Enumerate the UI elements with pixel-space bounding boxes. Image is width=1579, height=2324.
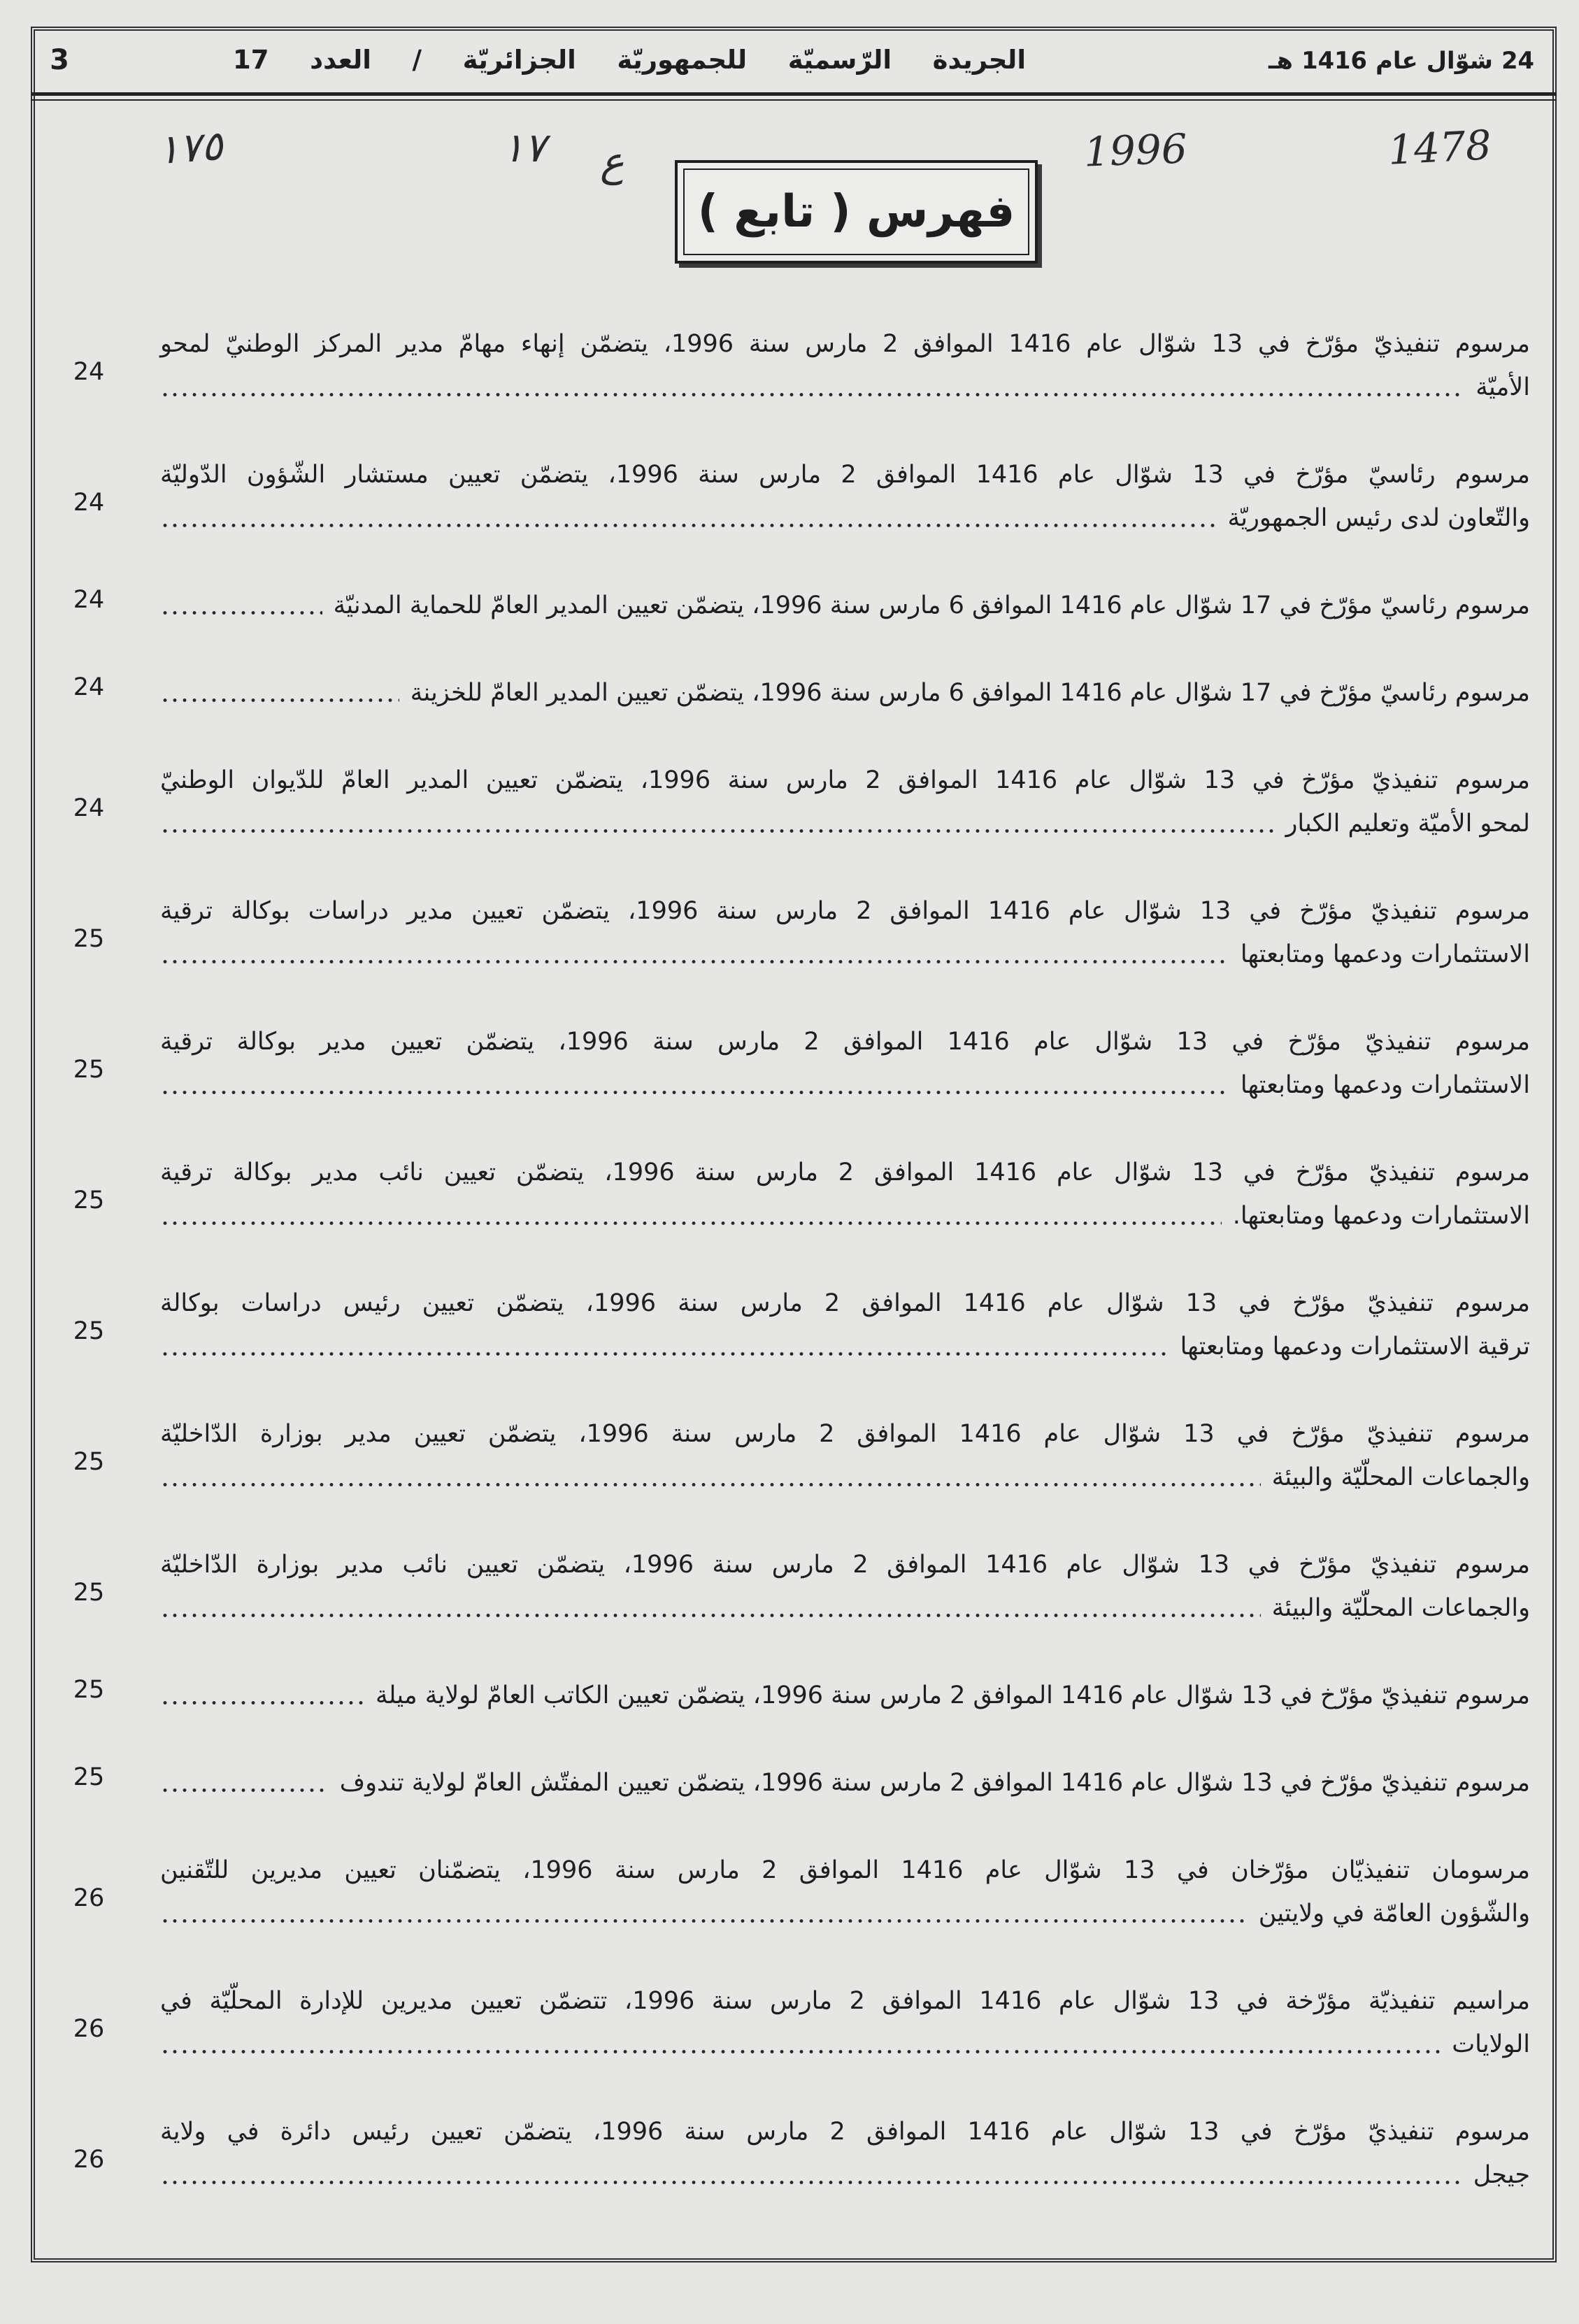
- entry-text: مرسوم تنفيذيّ مؤرّخ في 13 شوّال عام 1416 الموافق 2 مارس سنة 1996، يتضمّن تعيين المفتّش العامّ لولاية تندوف: [339, 1769, 1530, 1797]
- toc-entry: [63, 759, 1530, 845]
- entry-last-line: [160, 1892, 1530, 1935]
- entry-last-line: [160, 1674, 1530, 1717]
- entry-last-line: [160, 1063, 1530, 1107]
- entry-last-line: [160, 802, 1530, 845]
- dot-leader: [160, 802, 1274, 845]
- dot-leader: [160, 584, 322, 627]
- dot-leader: [160, 1892, 1248, 1935]
- entry-page-number: 25: [73, 1317, 105, 1345]
- entry-text: جيجل: [1473, 2161, 1530, 2189]
- toc-entry: [63, 889, 1530, 976]
- toc-entry: [63, 453, 1530, 540]
- dot-leader: [160, 366, 1464, 409]
- entry-page-number: 24: [73, 489, 105, 517]
- entry-line: [160, 1849, 1530, 1892]
- entry-line: [160, 1282, 1530, 1325]
- header-journal-title-text: الجريدة الرّسميّة للجمهوريّة الجزائريّة / العدد 17: [233, 45, 1026, 75]
- entry-page-number: 25: [73, 1763, 105, 1791]
- entry-text: والشّؤون العامّة في ولايتين: [1258, 1900, 1530, 1928]
- header-journal-title: [233, 41, 1026, 80]
- entry-page-number: 24: [73, 586, 105, 614]
- dot-leader: [160, 1456, 1261, 1499]
- toc-entry: [63, 1849, 1530, 1935]
- entry-text: مراسيم تنفيذيّة مؤرّخة في 13 شوّال عام 1416 الموافق 2 مارس سنة 1996، تتضمّن تعيين مديرين للإدارة المحلّيّة في: [160, 1987, 1530, 2015]
- header-date: [1269, 41, 1534, 80]
- section-title: فهرس ( تابع ): [683, 168, 1029, 255]
- entry-text: مرسوم تنفيذيّ مؤرّخ في 13 شوّال عام 1416 الموافق 2 مارس سنة 1996، يتضمّن تعيين نائب مدير بوكالة ترقية: [159, 1159, 1530, 1186]
- entry-line: [160, 1151, 1530, 1194]
- dot-leader: [160, 1325, 1169, 1368]
- entry-text: مرسوم تنفيذيّ مؤرّخ في 13 شوّال عام 1416 الموافق 2 مارس سنة 1996، يتضمّن تعيين رئيس دائرة في ولاية: [160, 2118, 1530, 2146]
- toc-entry: [63, 1761, 1530, 1805]
- entry-page-number: 26: [73, 2146, 105, 2174]
- entry-line: [160, 889, 1530, 933]
- entry-page-number: 25: [73, 1056, 105, 1084]
- entry-text: مرسوم رئاسيّ مؤرّخ في 17 شوّال عام 1416 الموافق 6 مارس سنة 1996، يتضمّن تعيين المدير العامّ للحماية المدنيّة: [333, 591, 1530, 619]
- toc-entry: [63, 1979, 1530, 2066]
- entry-text: مرسوم رئاسيّ مؤرّخ في 13 شوّال عام 1416 الموافق 2 مارس سنة 1996، يتضمّن تعيين مستشار الشّؤون الدّوليّة: [159, 461, 1530, 489]
- entry-last-line: [160, 1586, 1530, 1630]
- entry-last-line: [160, 2153, 1530, 2197]
- handwritten-note: ١٧٥: [155, 121, 224, 174]
- entry-text: مرسوم تنفيذيّ مؤرّخ في 13 شوّال عام 1416 الموافق 2 مارس سنة 1996، يتضمّن تعيين المدير العامّ للدّيوان الوطنيّ: [159, 766, 1530, 794]
- entry-last-line: [160, 584, 1530, 627]
- entry-line: [160, 1020, 1530, 1063]
- entry-last-line: [160, 933, 1530, 976]
- entry-text: مرسوم رئاسيّ مؤرّخ في 17 شوّال عام 1416 الموافق 6 مارس سنة 1996، يتضمّن تعيين المدير العامّ للخزينة: [410, 679, 1530, 707]
- entry-last-line: [160, 1761, 1530, 1805]
- entry-text: مرسوم تنفيذيّ مؤرّخ في 13 شوّال عام 1416 الموافق 2 مارس سنة 1996، يتضمّن إنهاء مهامّ مدير المركز الوطنيّ لمحو: [160, 330, 1530, 358]
- dot-leader: [160, 671, 399, 715]
- dot-leader: [160, 2023, 1441, 2066]
- toc-entry: [63, 1020, 1530, 1107]
- entry-page-number: 24: [73, 794, 105, 822]
- entry-page-number: 25: [73, 1579, 105, 1607]
- entry-text: ترقية الاستثمارات ودعمها ومتابعتها: [1180, 1333, 1530, 1361]
- entry-last-line: [160, 1456, 1530, 1499]
- header-page-number: 3: [50, 44, 69, 76]
- entry-page-number: 25: [73, 1676, 105, 1704]
- entry-last-line: [160, 496, 1530, 540]
- entry-text: مرسوم تنفيذيّ مؤرّخ في 13 شوّال عام 1416 الموافق 2 مارس سنة 1996، يتضمّن تعيين مدير بوكالة ترقية: [160, 1028, 1530, 1056]
- entry-text: والجماعات المحلّيّة والبيئة: [1271, 1463, 1530, 1491]
- entry-last-line: [160, 366, 1530, 409]
- table-of-contents: [63, 322, 1530, 2197]
- entry-text: مرسومان تنفيذيّان مؤرّخان في 13 شوّال عام 1416 الموافق 2 مارس سنة 1996، يتضمّنان تعيين مديرين للتّقنين: [160, 1856, 1530, 1884]
- entry-text: والتّعاون لدى رئيس الجمهوريّة: [1227, 504, 1530, 532]
- dot-leader: [160, 1194, 1222, 1238]
- toc-entry: [63, 584, 1530, 627]
- toc-entry: [63, 322, 1530, 409]
- dot-leader: [160, 1586, 1261, 1630]
- dot-leader: [160, 1674, 364, 1717]
- handwritten-note: 1478: [1387, 121, 1493, 174]
- entry-text: والجماعات المحلّيّة والبيئة: [1271, 1594, 1530, 1622]
- dot-leader: [160, 1761, 329, 1805]
- entry-page-number: 25: [73, 1186, 105, 1214]
- entry-page-number: 26: [73, 2015, 105, 2043]
- entry-text: الاستثمارات ودعمها ومتابعتها.: [1232, 1202, 1530, 1230]
- entry-page-number: 25: [73, 925, 105, 953]
- dot-leader: [160, 496, 1217, 540]
- header-rule: [31, 92, 1557, 101]
- handwritten-note: ١٧: [502, 124, 546, 171]
- entry-text: الأميّة: [1476, 373, 1530, 401]
- entry-text: مرسوم تنفيذيّ مؤرّخ في 13 شوّال عام 1416 الموافق 2 مارس سنة 1996، يتضمّن تعيين نائب مدير بوزارة الدّاخليّة: [160, 1551, 1530, 1579]
- entry-last-line: [160, 1194, 1530, 1238]
- entry-line: [160, 2110, 1530, 2153]
- toc-entry: [63, 2110, 1530, 2197]
- toc-entry: [63, 671, 1530, 715]
- dot-leader: [160, 2153, 1462, 2197]
- entry-text: مرسوم تنفيذيّ مؤرّخ في 13 شوّال عام 1416 الموافق 2 مارس سنة 1996، يتضمّن تعيين مدير بوزارة الدّاخليّة: [160, 1420, 1530, 1448]
- entry-text: الولايات: [1452, 2030, 1530, 2058]
- entry-page-number: 26: [73, 1884, 105, 1912]
- toc-entry: [63, 1282, 1530, 1368]
- toc-entry: [63, 1543, 1530, 1630]
- entry-last-line: [160, 2023, 1530, 2066]
- handwritten-note: ع: [600, 138, 624, 185]
- entry-line: [160, 1979, 1530, 2023]
- entry-text: لمحو الأميّة وتعليم الكبار: [1285, 810, 1530, 838]
- toc-entry: [63, 1412, 1530, 1499]
- toc-entry: [63, 1151, 1530, 1238]
- entry-line: [160, 1543, 1530, 1586]
- header-date-text: 24 شوّال عام 1416 هـ: [1269, 47, 1534, 74]
- entry-last-line: [160, 671, 1530, 715]
- entry-last-line: [160, 1325, 1530, 1368]
- toc-entry: [63, 1674, 1530, 1717]
- dot-leader: [160, 933, 1229, 976]
- entry-page-number: 24: [73, 673, 105, 701]
- entry-text: الاستثمارات ودعمها ومتابعتها: [1240, 940, 1530, 968]
- entry-line: [160, 453, 1530, 496]
- dot-leader: [160, 1063, 1229, 1107]
- handwritten-note: 1996: [1083, 124, 1188, 176]
- entry-text: مرسوم تنفيذيّ مؤرّخ في 13 شوّال عام 1416 الموافق 2 مارس سنة 1996، يتضمّن تعيين الكاتب العامّ لولاية ميلة: [376, 1681, 1530, 1709]
- entry-page-number: 25: [73, 1448, 105, 1476]
- entry-page-number: 24: [73, 358, 105, 386]
- section-title-box: [675, 160, 1038, 264]
- entry-line: [160, 759, 1530, 802]
- entry-text: مرسوم تنفيذيّ مؤرّخ في 13 شوّال عام 1416 الموافق 2 مارس سنة 1996، يتضمّن تعيين رئيس دراسات بوكالة: [159, 1289, 1530, 1317]
- entry-text: الاستثمارات ودعمها ومتابعتها: [1240, 1071, 1530, 1099]
- entry-text: مرسوم تنفيذيّ مؤرّخ في 13 شوّال عام 1416 الموافق 2 مارس سنة 1996، يتضمّن تعيين مدير دراسات بوكالة ترقية: [159, 897, 1530, 925]
- entry-line: [160, 1412, 1530, 1456]
- entry-line: [160, 322, 1530, 366]
